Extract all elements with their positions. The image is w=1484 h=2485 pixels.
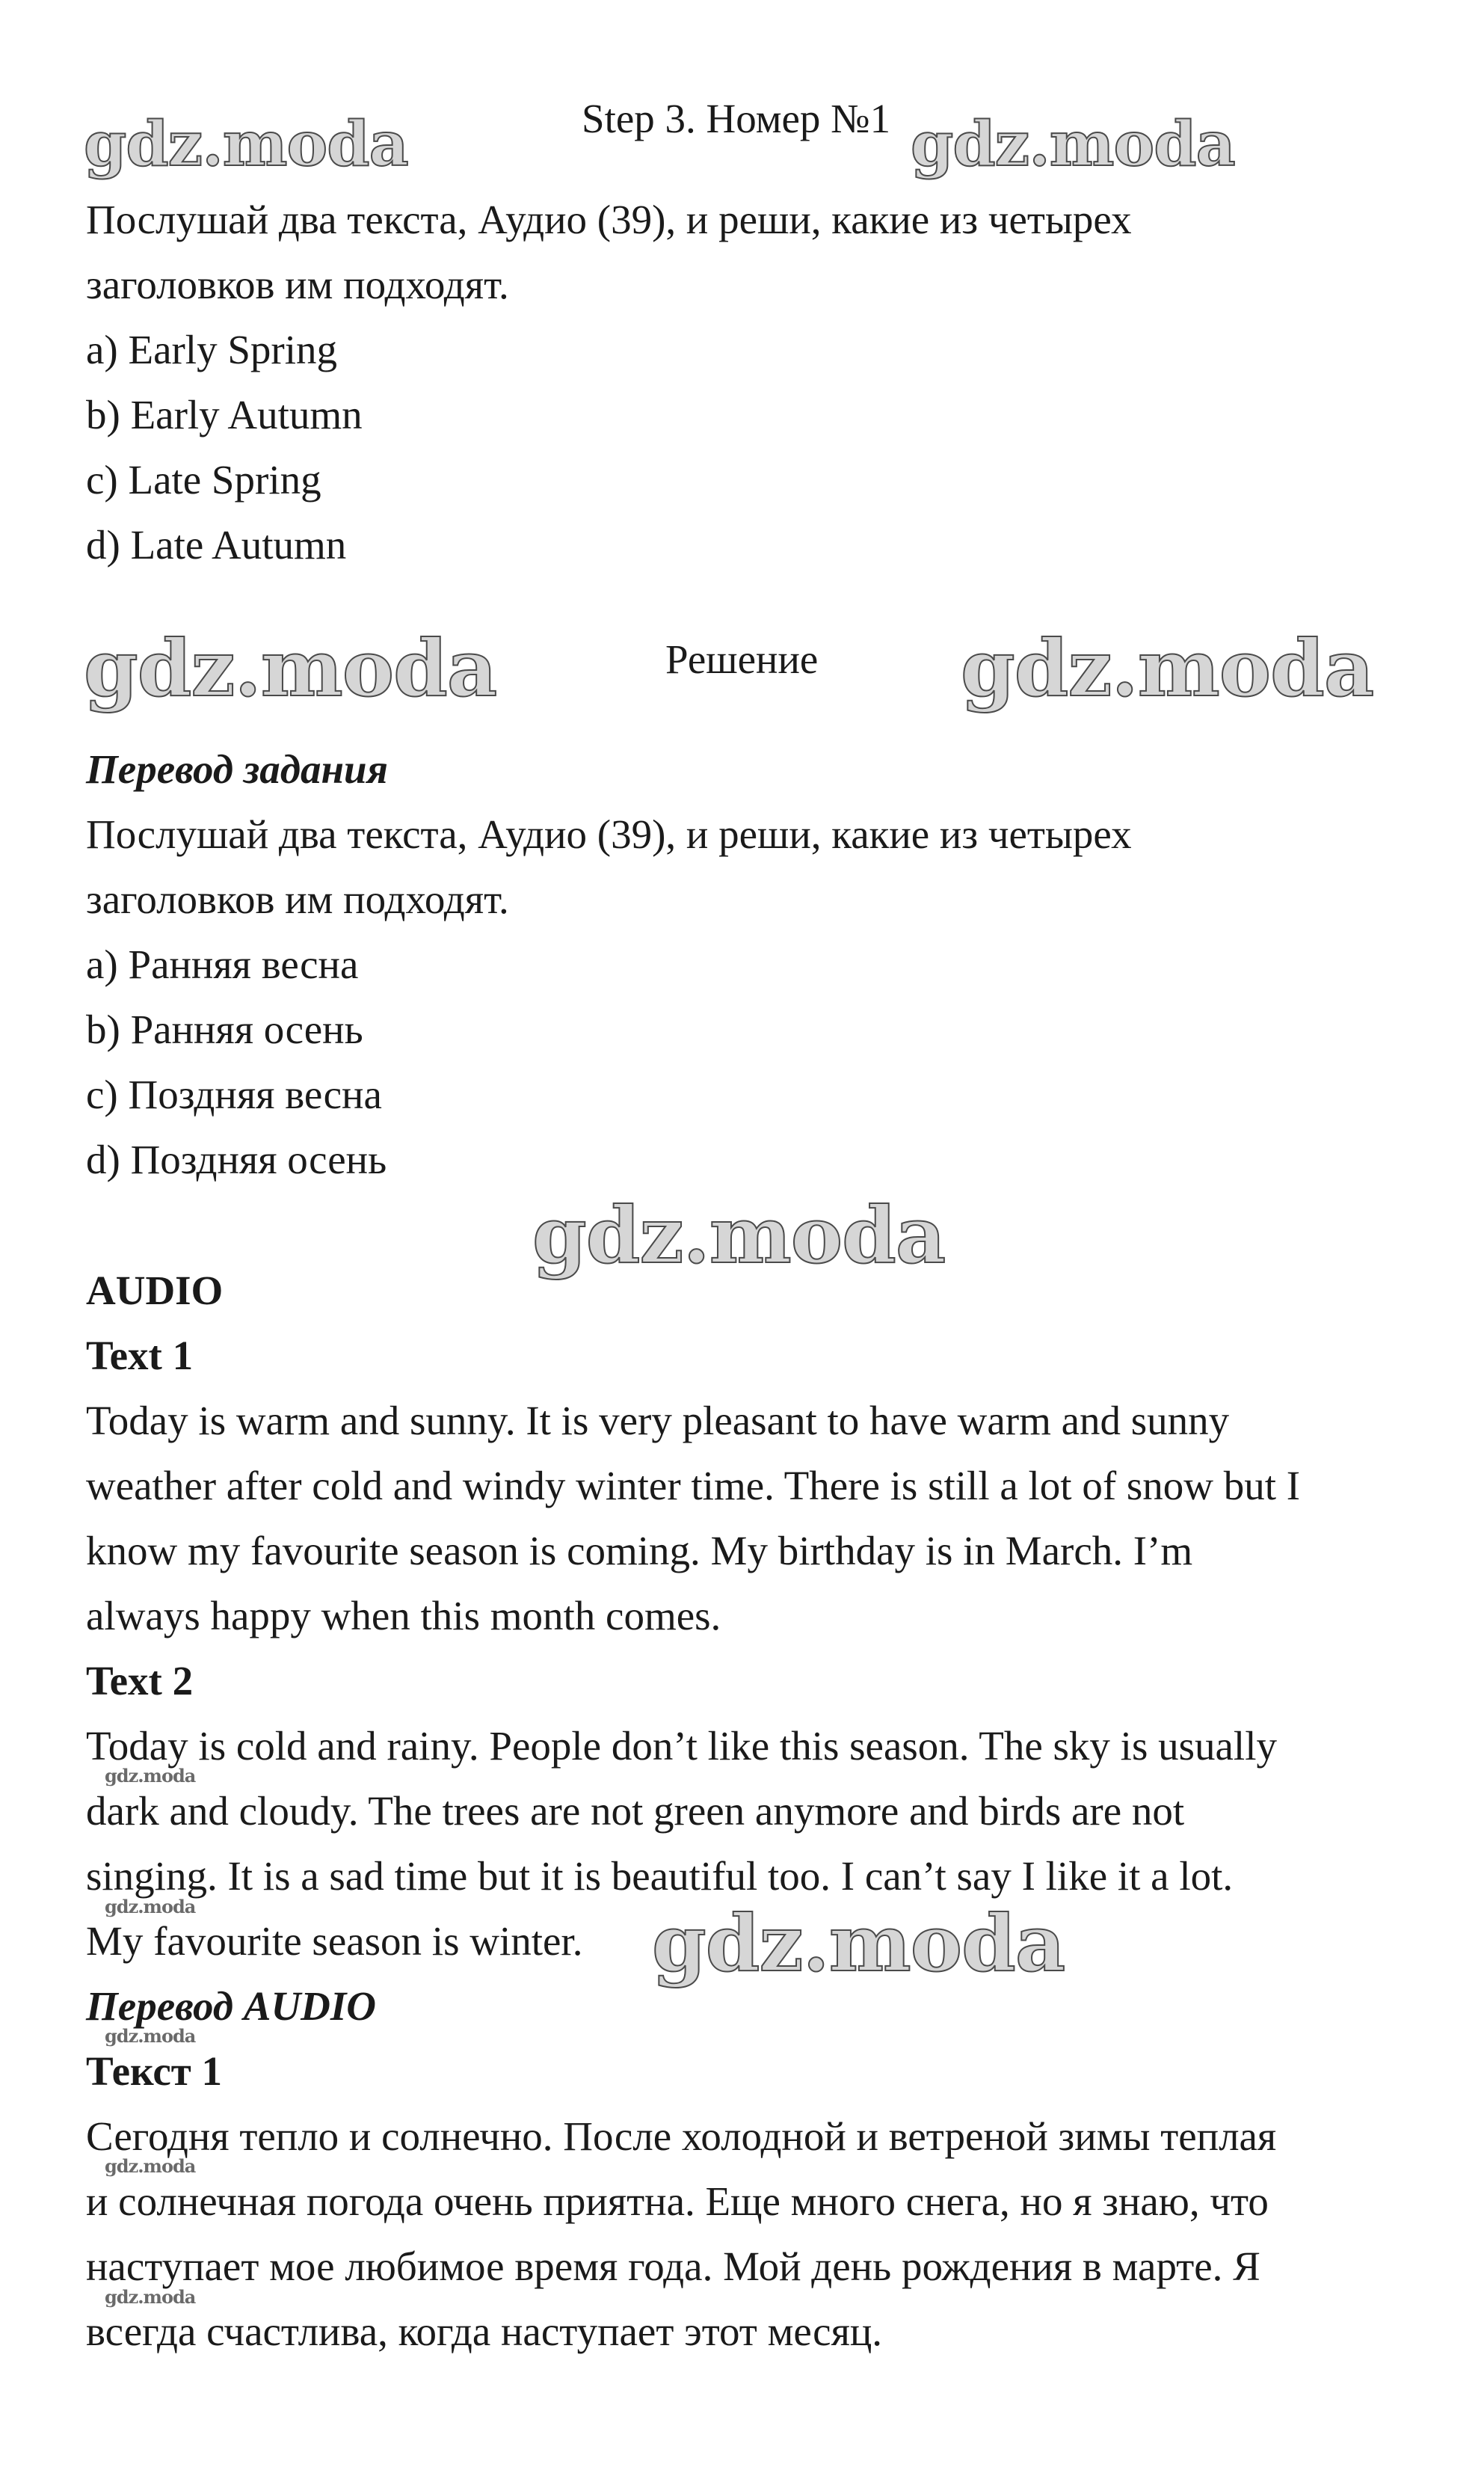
translation-text1-title: Текст 1 bbox=[86, 2048, 222, 2094]
text1-line: always happy when this month comes. bbox=[86, 1593, 721, 1638]
watermark-logo: gdz.moda bbox=[84, 108, 408, 180]
translation-option-b: b) Ранняя осень bbox=[86, 1007, 363, 1052]
solution-heading: Решение bbox=[665, 636, 819, 682]
watermark-small: gdz.moda bbox=[105, 2025, 196, 2047]
watermark-logo: gdz.moda bbox=[652, 1897, 1065, 1989]
translation-text1-line: Сегодня тепло и солнечно. После холодной и ветреной зимы теплая bbox=[86, 2113, 1277, 2159]
translation-option-d: d) Поздняя осень bbox=[86, 1137, 387, 1182]
translation-line: Послушай два текста, Аудио (39), и реши, какие из четырех bbox=[86, 811, 1132, 857]
watermark-logo: gdz.moda bbox=[84, 622, 497, 714]
text2-line: Today is cold and rainy. People don’t like this season. The sky is usually bbox=[86, 1723, 1277, 1769]
page-title: Step 3. Номер №1 bbox=[582, 96, 891, 141]
text1-line: know my favourite season is coming. My birthday is in March. I’m bbox=[86, 1528, 1193, 1573]
watermark-small: gdz.moda bbox=[105, 2155, 196, 2177]
option-b: b) Early Autumn bbox=[86, 392, 363, 437]
option-c: c) Late Spring bbox=[86, 457, 321, 503]
text2-line: singing. It is a sad time but it is beautiful too. I can’t say I like it a lot. bbox=[86, 1853, 1234, 1899]
translation-option-c: c) Поздняя весна bbox=[86, 1072, 382, 1117]
translation-line: заголовков им подходят. bbox=[86, 876, 509, 922]
watermark-small: gdz.moda bbox=[105, 1765, 196, 1787]
watermark-logo: gdz.moda bbox=[961, 622, 1374, 714]
translation-heading: Перевод задания bbox=[86, 746, 388, 792]
translation-text1-line: наступает мое любимое время года. Мой день рождения в марте. Я bbox=[86, 2243, 1260, 2289]
text2-line: My favourite season is winter. bbox=[86, 1918, 583, 1964]
text1-title: Text 1 bbox=[86, 1333, 194, 1378]
text1-line: Today is warm and sunny. It is very pleasant to have warm and sunny bbox=[86, 1398, 1230, 1443]
translation-option-a: a) Ранняя весна bbox=[86, 942, 359, 987]
audio-heading: AUDIO bbox=[86, 1268, 224, 1313]
task-text bbox=[86, 187, 1424, 577]
watermark-logo: gdz.moda bbox=[911, 108, 1235, 180]
option-a: a) Early Spring bbox=[86, 327, 338, 372]
text2-line: dark and cloudy. The trees are not green anymore and birds are not bbox=[86, 1788, 1185, 1834]
translation-text1-line: и солнечная погода очень приятна. Еще много снега, но я знаю, что bbox=[86, 2178, 1269, 2224]
text1-line: weather after cold and windy winter time. There is still a lot of snow but I bbox=[86, 1463, 1301, 1508]
watermark-small: gdz.moda bbox=[105, 1896, 196, 1917]
option-d: d) Late Autumn bbox=[86, 522, 347, 568]
audio-section bbox=[86, 1258, 1424, 1973]
task-translation bbox=[86, 737, 1424, 1192]
text2-title: Text 2 bbox=[86, 1658, 194, 1704]
audio-translation-section bbox=[86, 1973, 1424, 2364]
watermark-small: gdz.moda bbox=[105, 2286, 196, 2308]
task-line: Послушай два текста, Аудио (39), и реши, какие из четырех bbox=[86, 197, 1132, 242]
audio-translation-heading: Перевод AUDIO bbox=[86, 1983, 377, 2029]
watermark-logo: gdz.moda bbox=[532, 1189, 946, 1281]
translation-text1-line: всегда счастлива, когда наступает этот месяц. bbox=[86, 2309, 883, 2354]
task-line: заголовков им подходят. bbox=[86, 262, 509, 307]
